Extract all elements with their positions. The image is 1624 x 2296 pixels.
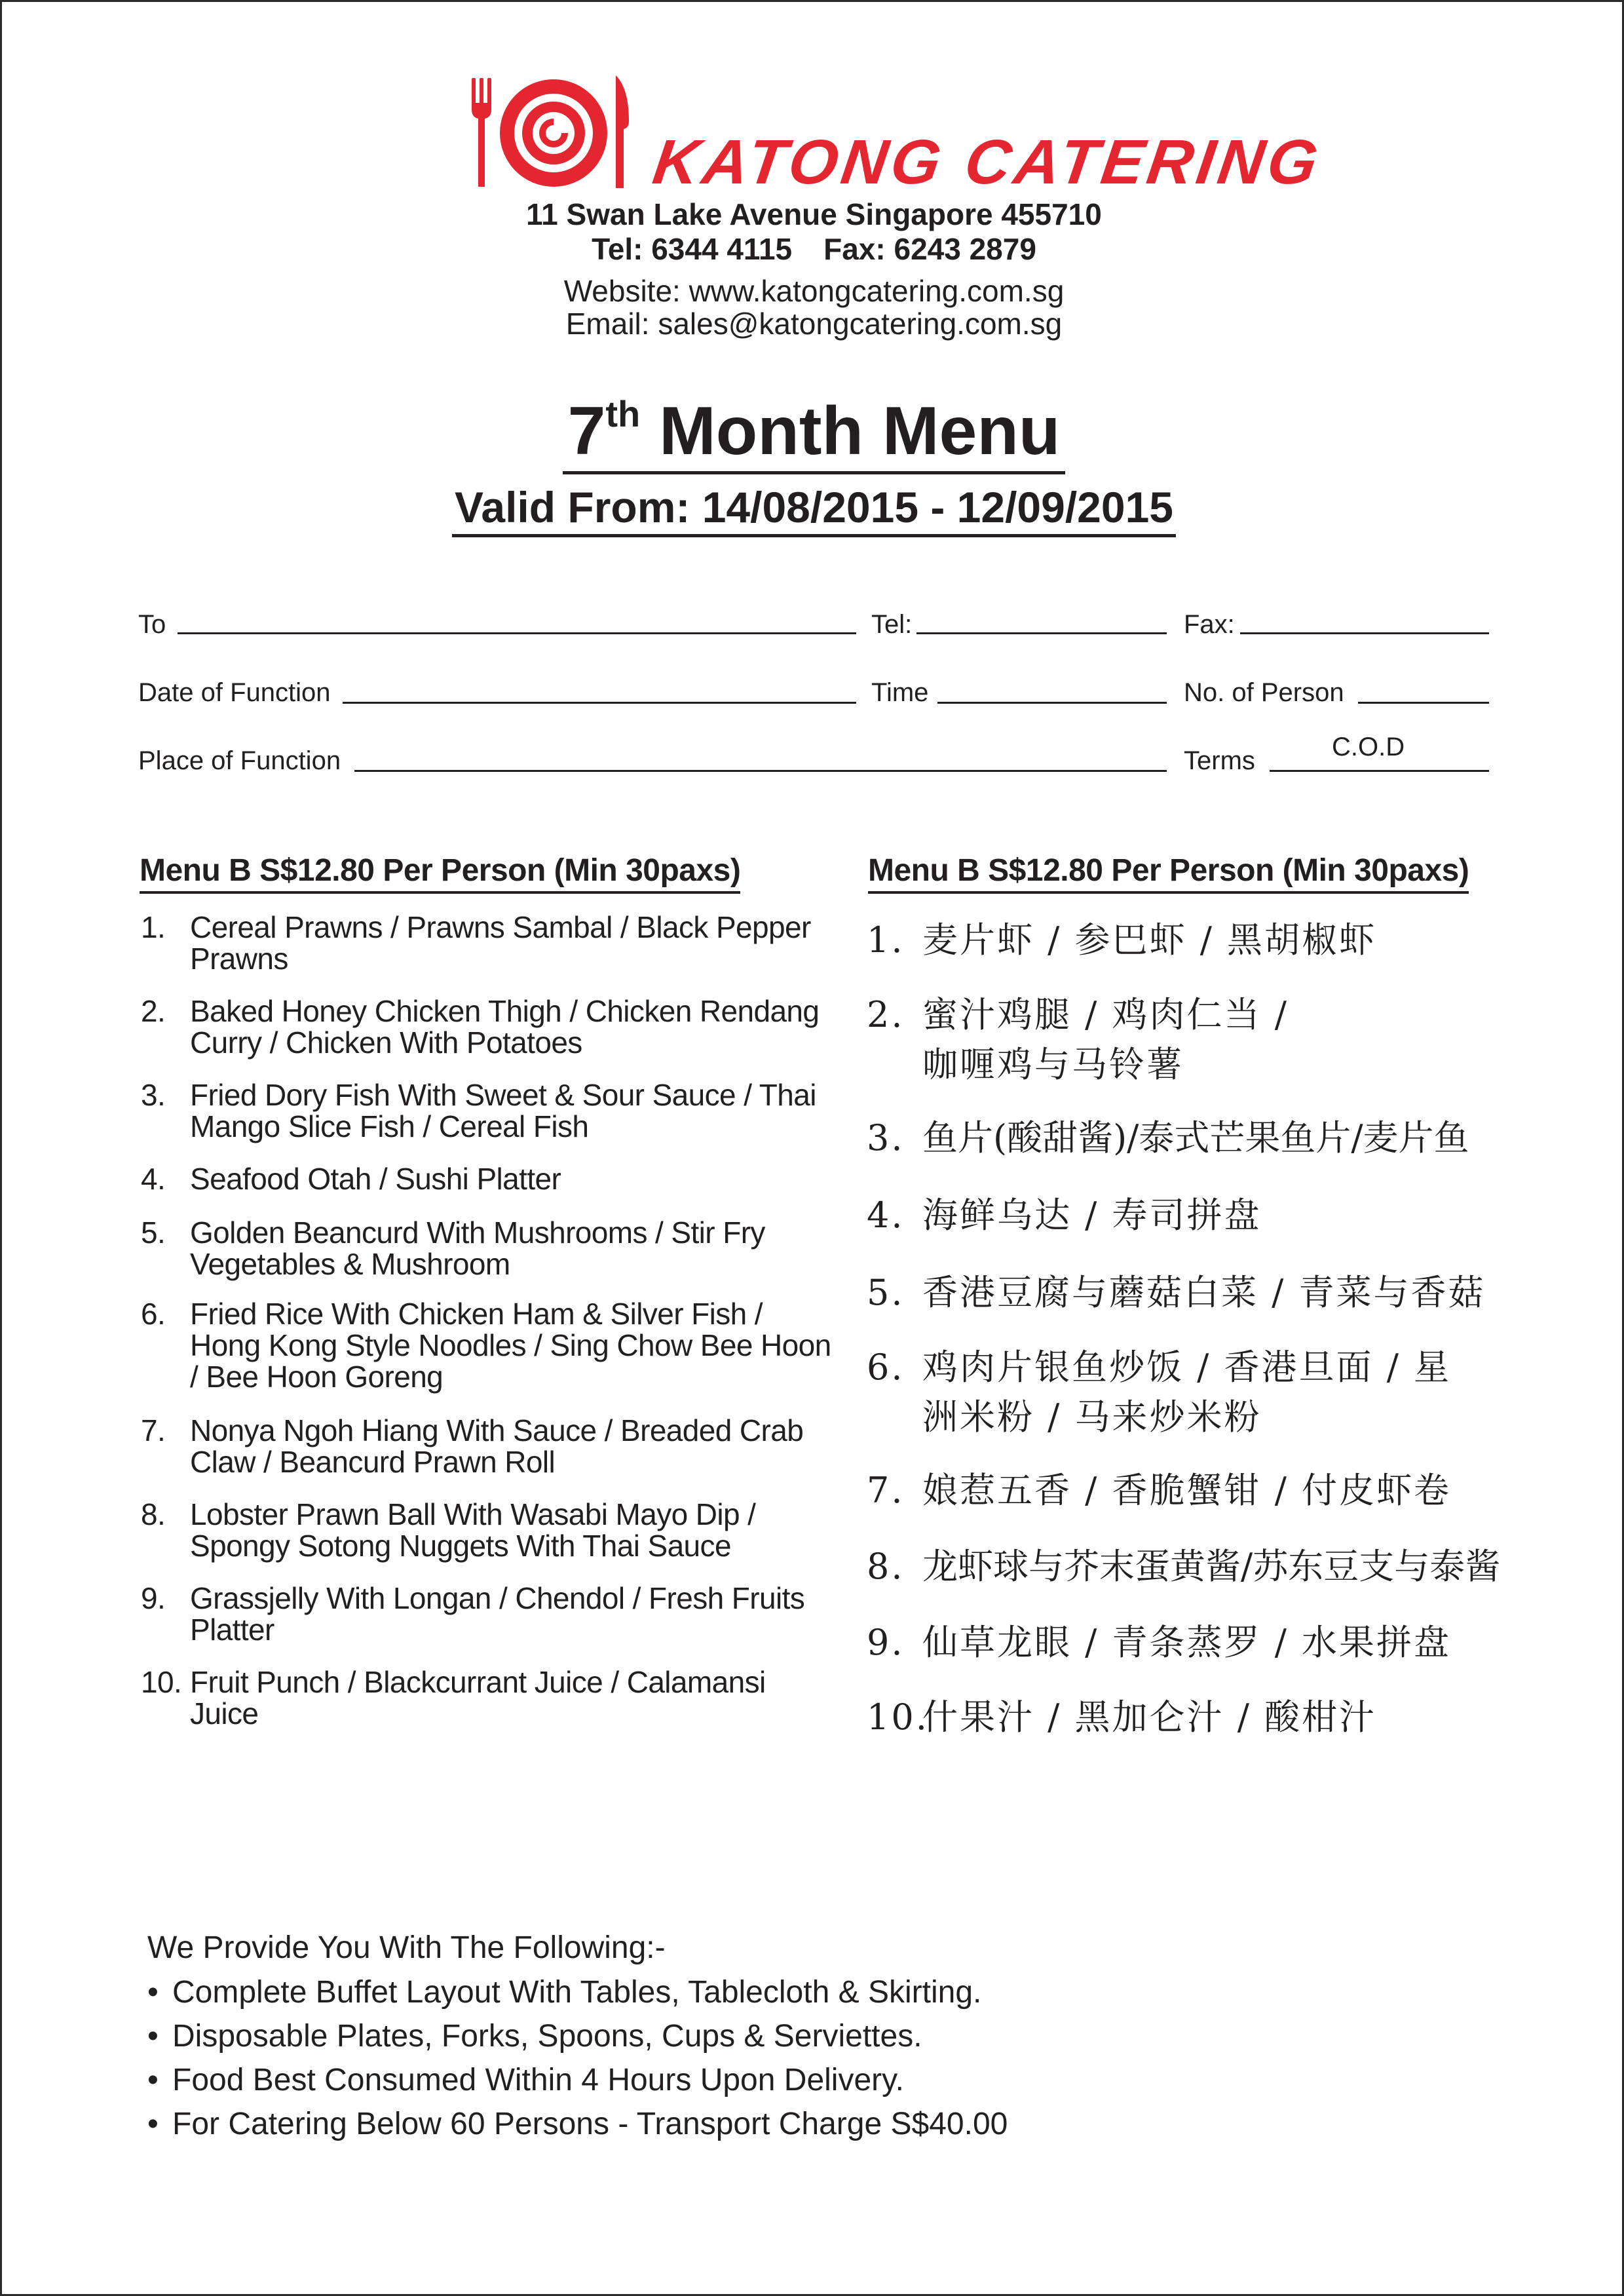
menu-cn-item-text: 龙虾球与芥末蛋黄酱/苏东豆支与泰酱 (922, 1546, 1501, 1587)
menu-cn-item-number: 4. (867, 1195, 905, 1236)
bullet-icon: • (147, 2063, 159, 2097)
menu-en-item-number: 7. (141, 1413, 166, 1447)
provision-text: Disposable Plates, Forks, Spoons, Cups & Serviettes. (172, 2019, 922, 2054)
provision-item (147, 1974, 981, 2010)
date-of-function-label: Date of Function (138, 678, 331, 707)
provision-item (147, 2062, 904, 2098)
company-phone-fax (2, 231, 1624, 267)
provision-text: Food Best Consumed Within 4 Hours Upon Delivery. (172, 2063, 904, 2097)
company-fax: Fax: 6243 2879 (823, 232, 1036, 266)
menu-en-item-text: Fried Rice With Chicken Ham & Silver Fish / Hong Kong Style Noodles / Sing Chow Bee Hoon / Bee Hoon Goreng (190, 1297, 831, 1394)
menu-en-item-text: Golden Beancurd With Mushrooms / Stir Fry Vegetables & Mushroom (190, 1215, 765, 1281)
provision-text: For Catering Below 60 Persons - Transport Charge S$40.00 (172, 2107, 1008, 2141)
fax-label: Fax: (1184, 610, 1235, 639)
company-tel: Tel: 6344 4115 (592, 232, 793, 266)
menu-en-item-text: Baked Honey Chicken Thigh / Chicken Rendang Curry / Chicken With Potatoes (190, 994, 820, 1060)
menu-en-item-number: 6. (141, 1297, 166, 1331)
title-number: 7 (567, 393, 606, 469)
date-of-function-field[interactable] (343, 702, 856, 704)
provision-item (147, 2018, 922, 2054)
menu-en-item-text: Fried Dory Fish With Sweet & Sour Sauce / Thai Mango Slice Fish / Cereal Fish (190, 1078, 816, 1143)
menu-en-item-text: Grassjelly With Longan / Chendol / Fresh Fruits Platter (190, 1581, 805, 1647)
provisions-intro: We Provide You With The Following:- (147, 1930, 666, 1965)
company-email: Email: sales@katongcatering.com.sg (565, 307, 1063, 341)
menu-cn-item-number: 5. (867, 1272, 905, 1313)
fax-field[interactable] (1240, 632, 1489, 634)
bullet-icon: • (147, 2019, 159, 2054)
menu-en-item-number: 10. (141, 1665, 182, 1699)
valid-period-text: Valid From: 14/08/2015 - 12/09/2015 (452, 484, 1176, 537)
menu-en-item-text: Seafood Otah / Sushi Platter (190, 1162, 561, 1196)
bullet-icon: • (147, 1975, 159, 2010)
time-field[interactable] (937, 702, 1167, 704)
menu-en-item-number: 8. (141, 1497, 166, 1531)
menu-cn-item-number: 6. (867, 1347, 905, 1388)
menu-en-item-number: 4. (141, 1162, 166, 1196)
menu-cn-item-text: 麦片虾 / 参巴虾 / 黑胡椒虾 (922, 919, 1377, 961)
company-website: Website: www.katongcatering.com.sg (563, 274, 1065, 308)
no-of-person-label: No. of Person (1184, 678, 1344, 707)
menu-en-item-number: 1. (141, 910, 166, 944)
menu-en-item-text: Lobster Prawn Ball With Wasabi Mayo Dip / Spongy Sotong Nuggets With Thai Sauce (190, 1497, 756, 1563)
menu-en-item-number: 9. (141, 1581, 166, 1615)
title-superscript: th (605, 393, 641, 434)
menu-cn-item-number: 9. (867, 1622, 905, 1663)
tel-label: Tel: (871, 610, 913, 639)
catering-logo-icon (470, 73, 634, 191)
terms-value: C.O.D (1332, 733, 1405, 761)
menu-cn-item-number: 10. (867, 1696, 929, 1738)
no-of-person-field[interactable] (1358, 702, 1489, 704)
bullet-icon: • (147, 2107, 159, 2141)
terms-label: Terms (1184, 746, 1255, 775)
menu-cn-item-text: 海鲜乌达 / 寿司拼盘 (922, 1195, 1262, 1236)
menu-en-item-number: 5. (141, 1215, 166, 1250)
menu-en-item-text: Fruit Punch / Blackcurrant Juice / Calamansi Juice (190, 1665, 766, 1731)
company-address: 11 Swan Lake Avenue Singapore 455710 (526, 197, 1102, 231)
menu-cn-item-text: 鱼片(酸甜酱)/泰式芒果鱼片/麦片鱼 (922, 1117, 1469, 1158)
time-label: Time (871, 678, 929, 707)
title-text: Month Menu (640, 393, 1061, 469)
to-field[interactable] (178, 632, 856, 634)
tel-field[interactable] (916, 632, 1167, 634)
place-of-function-field[interactable] (354, 770, 1167, 772)
menu-en-item-text: Cereal Prawns / Prawns Sambal / Black Pepper Prawns (190, 910, 811, 976)
menu-cn-item-number: 2. (867, 994, 905, 1035)
valid-period (2, 484, 1624, 537)
menu-en-item-text: Nonya Ngoh Hiang With Sauce / Breaded Crab Claw / Beancurd Prawn Roll (190, 1413, 804, 1479)
menu-cn-item-number: 3. (867, 1117, 905, 1158)
menu-en-heading: Menu B S$12.80 Per Person (Min 30paxs) (140, 852, 740, 894)
menu-cn-item-text: 香港豆腐与蘑菇白菜 / 青菜与香菇 (922, 1272, 1486, 1313)
terms-field[interactable] (1270, 770, 1489, 772)
page-title (2, 394, 1624, 474)
menu-cn-item-text: 仙草龙眼 / 青条蒸罗 / 水果拼盘 (922, 1622, 1452, 1663)
brand-name: KATONG CATERING (649, 127, 1326, 197)
to-label: To (138, 610, 166, 639)
menu-cn-item-text: 蜜汁鸡腿 / 鸡肉仁当 / 咖喱鸡与马铃薯 (922, 994, 1289, 1085)
menu-cn-item-number: 8. (867, 1546, 905, 1587)
menu-cn-item-number: 1. (867, 919, 905, 961)
provision-item (147, 2106, 1008, 2142)
provision-text: Complete Buffet Layout With Tables, Tablecloth & Skirting. (172, 1975, 982, 2010)
menu-en-item-number: 2. (141, 994, 166, 1028)
menu-cn-item-text: 鸡肉片银鱼炒饭 / 香港旦面 / 星洲米粉 / 马来炒米粉 (922, 1347, 1452, 1438)
place-of-function-label: Place of Function (138, 746, 341, 775)
menu-en-item-number: 3. (141, 1078, 166, 1112)
menu-cn-item-text: 娘惹五香 / 香脆蟹钳 / 付皮虾卷 (922, 1470, 1452, 1511)
menu-cn-heading: Menu B S$12.80 Per Person (Min 30paxs) (868, 852, 1469, 894)
menu-cn-item-text: 什果汁 / 黑加仑汁 / 酸柑汁 (922, 1696, 1377, 1738)
menu-cn-item-number: 7. (867, 1470, 905, 1511)
